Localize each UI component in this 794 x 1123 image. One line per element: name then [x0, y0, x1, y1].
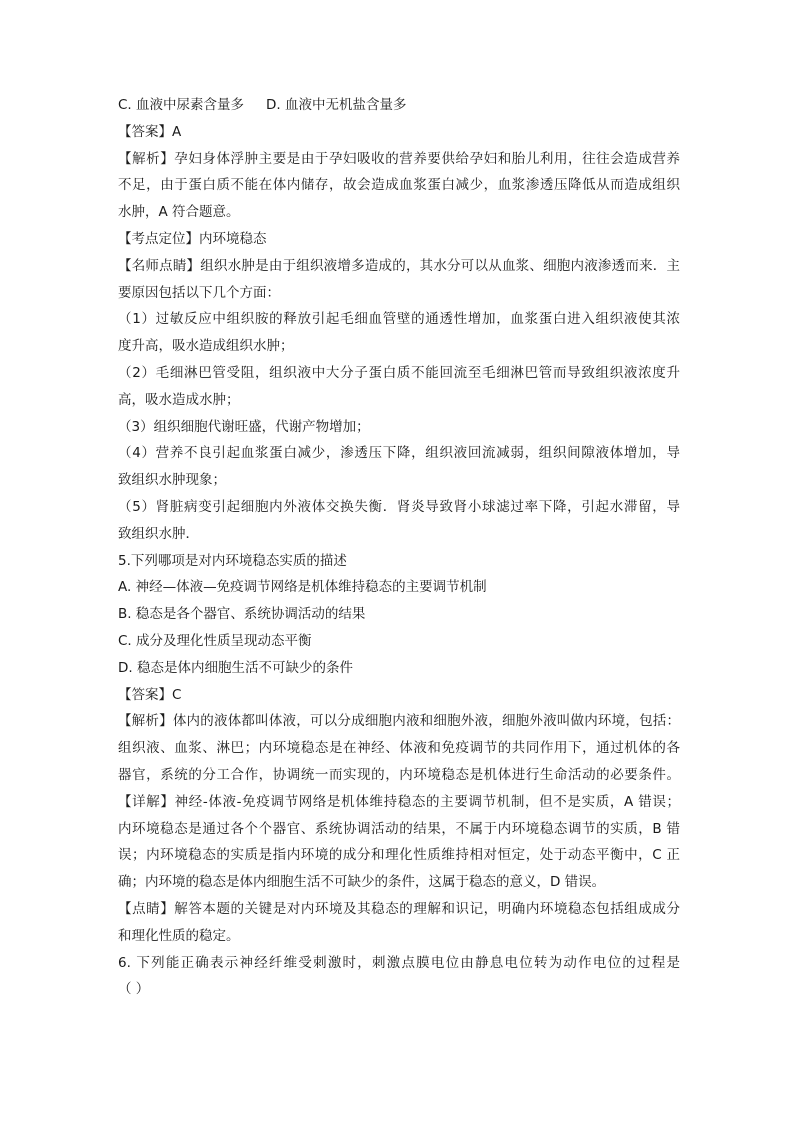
text-line: 【详解】神经-体液-免疫调节网络是机体维持稳态的主要调节机制，但不是实质，A 错误； [118, 793, 680, 810]
text-line: 器官，系统的分工合作，协调统一而实现的，内环境稳态是机体进行生命活动的必要条件。 [118, 766, 680, 783]
text-line: 确；内环境的稳态是体内细胞生活不可缺少的条件，这属于稳态的意义，D 错误。 [118, 874, 606, 891]
text-line: 高，吸水造成水肿； [118, 391, 240, 408]
option-line: D. 稳态是体内细胞生活不可缺少的条件 [118, 659, 353, 676]
text-line: 水肿，A 符合题意。 [118, 204, 240, 221]
text-line: 【解析】孕妇身体浮肿主要是由于孕妇吸收的营养要供给孕妇和胎儿利用，往往会造成营养 [118, 150, 680, 167]
text-line: 不足，由于蛋白质不能在体内储存，故会造成血浆蛋白减少，血浆渗透压降低从而造成组织 [118, 177, 680, 194]
text-line: （ ） [118, 981, 150, 998]
text-line: 要原因包括以下几个方面： [118, 284, 280, 301]
text-line: 【名师点睛】组织水肿是由于组织液增多造成的，其水分可以从血浆、细胞内液渗透而来．主 [118, 257, 680, 274]
text-line: 致组织水肿现象； [118, 472, 226, 489]
option-line: B. 稳态是各个器官、系统协调活动的结果 [118, 606, 366, 623]
text-line: 组织液、血浆、淋巴；内环境稳态是在神经、体液和免疫调节的共同作用下，通过机体的各 [118, 740, 680, 757]
text-line: 致组织水肿． [118, 525, 199, 542]
question-line: 6. 下列能正确表示神经纤维受刺激时，刺激点膜电位由静息电位转为动作电位的过程是 [118, 954, 680, 971]
text-line: （1）过敏反应中组织胺的释放引起毛细血管壁的通透性增加，血浆蛋白进入组织液使其浓 [118, 311, 680, 328]
question-line: 5.下列哪项是对内环境稳态实质的描述 [118, 552, 347, 569]
text-line: （4）营养不良引起血浆蛋白减少，渗透压下降，组织液回流减弱，组织间隙液体增加，导 [118, 445, 680, 462]
text-line: （2）毛细淋巴管受阻，组织液中大分子蛋白质不能回流至毛细淋巴管而导致组织液浓度升 [118, 364, 680, 381]
text-line: 【考点定位】内环境稳态 [118, 230, 267, 247]
answer-line: 【答案】C [118, 686, 182, 703]
option-line: C. 成分及理化性质呈现动态平衡 [118, 632, 312, 649]
text-line: （5）肾脏病变引起细胞内外液体交换失衡．肾炎导致肾小球滤过率下降，引起水滞留，导 [118, 498, 680, 515]
text-line: （3）组织细胞代谢旺盛，代谢产物增加； [118, 418, 370, 435]
option-line: A. 神经—体液—免疫调节网络是机体维持稳态的主要调节机制 [118, 579, 487, 596]
text-line: 【点睛】解答本题的关键是对内环境及其稳态的理解和识记，明确内环境稳态包括组成成分 [118, 900, 680, 917]
document-page [118, 92, 680, 1003]
answer-line: 【答案】A [118, 123, 182, 140]
text-line: 度升高，吸水造成组织水肿； [118, 338, 294, 355]
text-line: 和理化性质的稳定。 [118, 927, 240, 944]
text-line: 误；内环境稳态的实质是指内环境的成分和理化性质维持相对恒定，处于动态平衡中，C 正 [118, 847, 680, 864]
text-line: 【解析】体内的液体都叫体液，可以分成细胞内液和细胞外液，细胞外液叫做内环境，包括： [118, 713, 680, 730]
option-d: D. 血液中无机盐含量多 [266, 97, 407, 113]
option-line [118, 92, 680, 119]
text-line: 内环境稳态是通过各个个器官、系统协调活动的结果，不属于内环境稳态调节的实质，B 错 [118, 820, 680, 837]
option-c: C. 血液中尿素含量多 [118, 97, 245, 113]
